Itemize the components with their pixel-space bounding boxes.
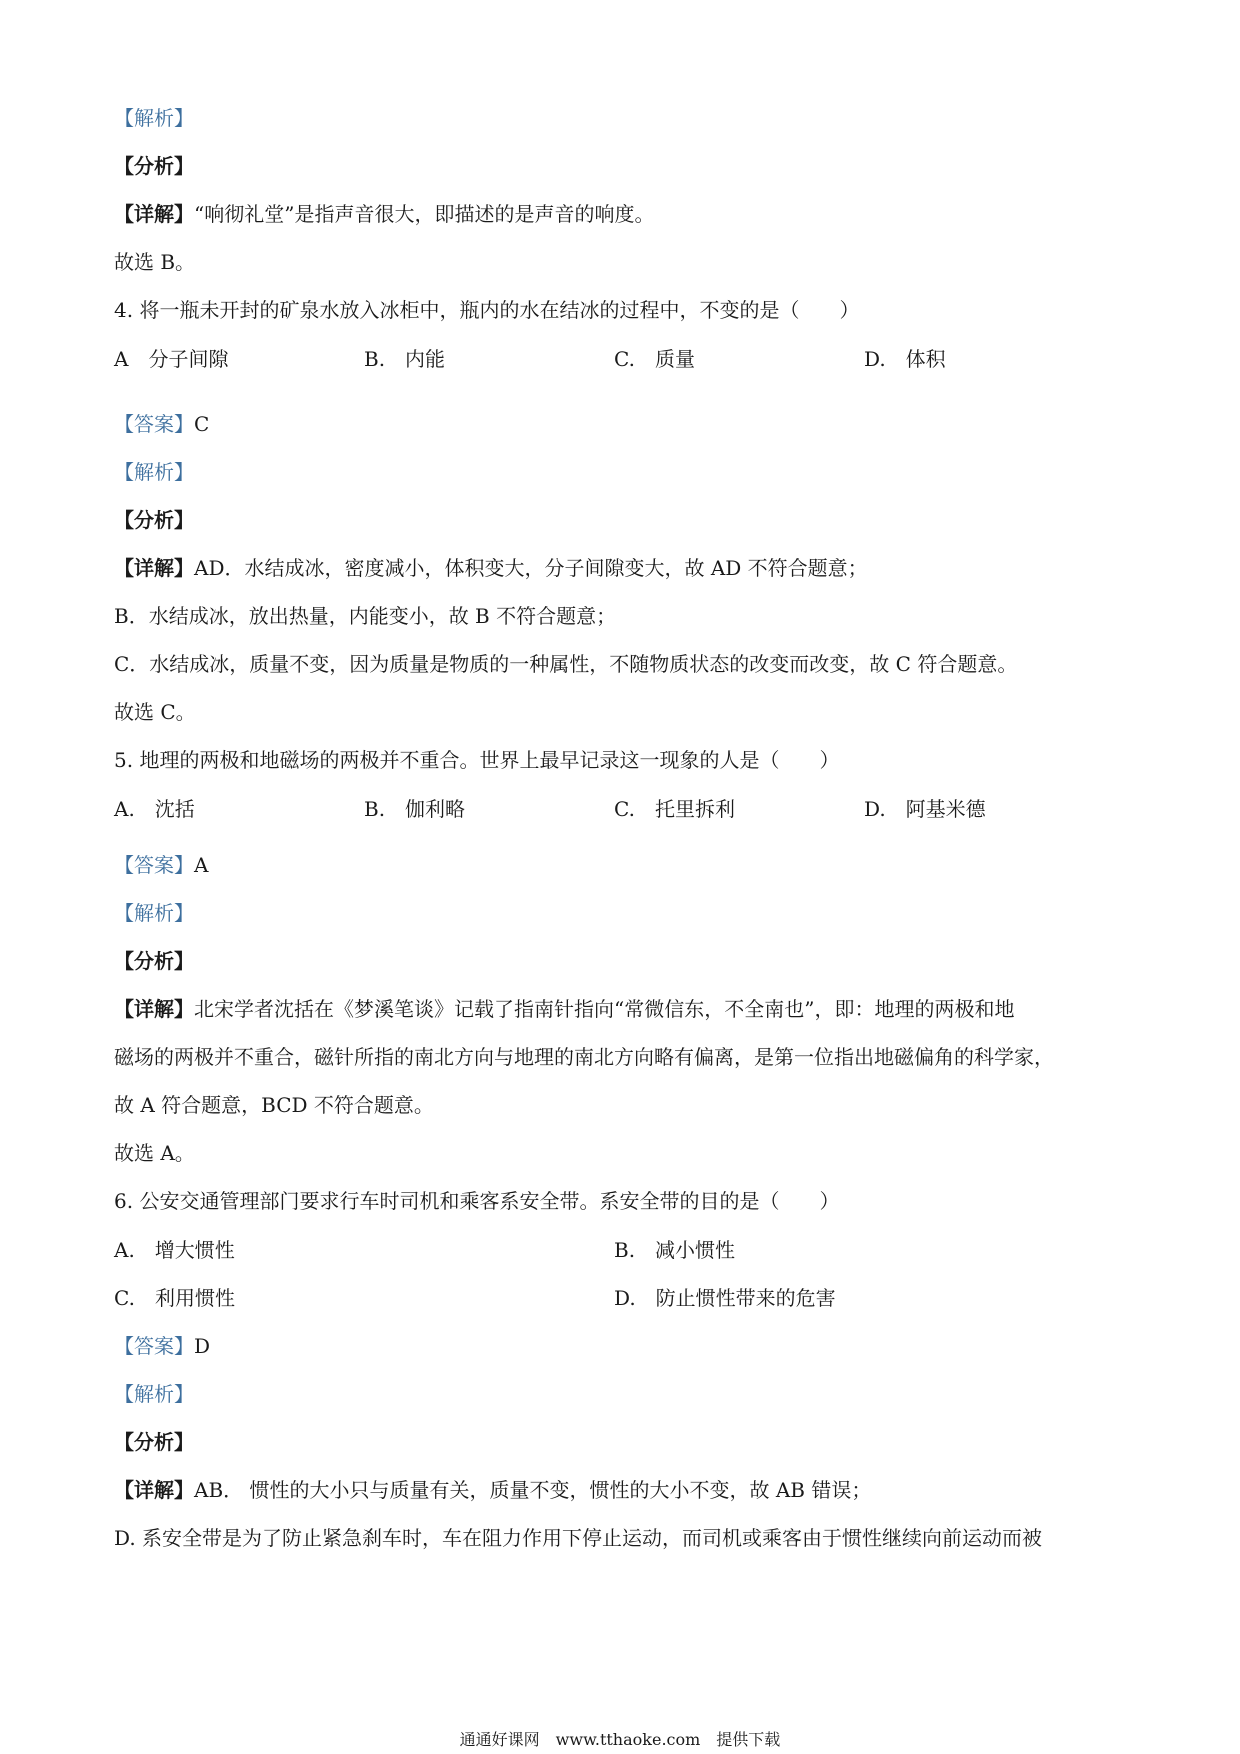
q5-conclusion: 故选 A。 [114,1141,195,1165]
detail-text: “响彻礼堂”是指声音很大，即描述的是声音的响度。 [194,202,655,226]
fenxi-tag: 【分析】 [114,1430,194,1454]
answer-tag: 【答案】 [114,853,194,877]
detail-text: AD．水结成冰，密度减小，体积变大，分子间隙变大，故 AD 不符合题意； [194,556,868,580]
answer-value: D [194,1334,211,1358]
q5-option-a: A. 沈括 [114,797,195,821]
q5-option-c: C. 托里拆利 [614,797,735,821]
detail-tag: 【详解】 [114,1478,194,1502]
q3-jiexi-label [114,104,194,132]
jiexi-tag: 【解析】 [114,460,194,484]
answer-tag: 【答案】 [114,412,194,436]
q6-line-d: D. 系安全带是为了防止紧急刹车时，车在阻力作用下停止运动，而司机或乘客由于惯性继续向前运动而被 [114,1526,1043,1550]
q3-fenxi-label [114,152,194,180]
q4-conclusion: 故选 C。 [114,700,196,724]
q5-question: 5. 地理的两极和地磁场的两极并不重合。世界上最早记录这一现象的人是（ ） [114,748,840,772]
q4-answer [114,410,209,438]
q6-option-b: B. 减小惯性 [614,1238,736,1262]
jiexi-tag: 【解析】 [114,106,194,130]
q4-option-a: A 分子间隙 [114,347,229,371]
q5-option-b: B. 伽利略 [364,797,466,821]
detail-tag: 【详解】 [114,202,194,226]
jiexi-tag: 【解析】 [114,901,194,925]
q6-option-d: D. 防止惯性带来的危害 [614,1286,836,1310]
q3-detail [114,200,654,228]
q3-conclusion: 故选 B。 [114,250,196,274]
q4-line-b: B．水结成冰，放出热量，内能变小，故 B 不符合题意； [114,604,617,628]
detail-text: 北宋学者沈括在《梦溪笔谈》记载了指南针指向“常微信东，不全南也”，即：地理的两极和地 [194,997,1015,1021]
q4-option-c: C. 质量 [614,347,695,371]
answer-tag: 【答案】 [114,1334,194,1358]
q4-line-c: C．水结成冰，质量不变，因为质量是物质的一种属性，不随物质状态的改变而改变，故 C 符合题意。 [114,652,1018,676]
q5-detail [114,995,1014,1023]
q4-detail [114,554,868,582]
q5-detail-cont-2: 故 A 符合题意，BCD 不符合题意。 [114,1093,434,1117]
q5-fenxi-label [114,947,194,975]
q6-detail [114,1476,871,1504]
q6-question: 6. 公安交通管理部门要求行车时司机和乘客系安全带。系安全带的目的是（ ） [114,1189,840,1213]
answer-value: A [194,853,209,877]
q4-jiexi-label [114,458,194,486]
fenxi-tag: 【分析】 [114,949,194,973]
q5-detail-cont-1: 磁场的两极并不重合，磁针所指的南北方向与地理的南北方向略有偏离，是第一位指出地磁偏角的科学家， [114,1045,1054,1069]
jiexi-tag: 【解析】 [114,1382,194,1406]
q4-fenxi-label [114,506,194,534]
detail-tag: 【详解】 [114,997,194,1021]
detail-text: AB． 惯性的大小只与质量有关，质量不变，惯性的大小不变，故 AB 错误； [194,1478,872,1502]
fenxi-tag: 【分析】 [114,508,194,532]
q6-jiexi-label [114,1380,194,1408]
q4-option-d: D. 体积 [864,347,946,371]
answer-value: C [194,412,210,436]
q5-answer [114,851,208,879]
fenxi-tag: 【分析】 [114,154,194,178]
q6-option-c: C. 利用惯性 [114,1286,235,1310]
detail-tag: 【详解】 [114,556,194,580]
q5-option-d: D. 阿基米德 [864,797,986,821]
q6-answer [114,1332,210,1360]
q6-option-a: A. 增大惯性 [114,1238,235,1262]
q4-question: 4. 将一瓶未开封的矿泉水放入冰柜中，瓶内的水在结冰的过程中，不变的是（ ） [114,298,860,322]
q4-option-b: B. 内能 [364,347,446,371]
page-footer: 通通好课网 www.tthaoke.com 提供下载 [459,1730,781,1749]
q5-jiexi-label [114,899,194,927]
q6-fenxi-label [114,1428,194,1456]
